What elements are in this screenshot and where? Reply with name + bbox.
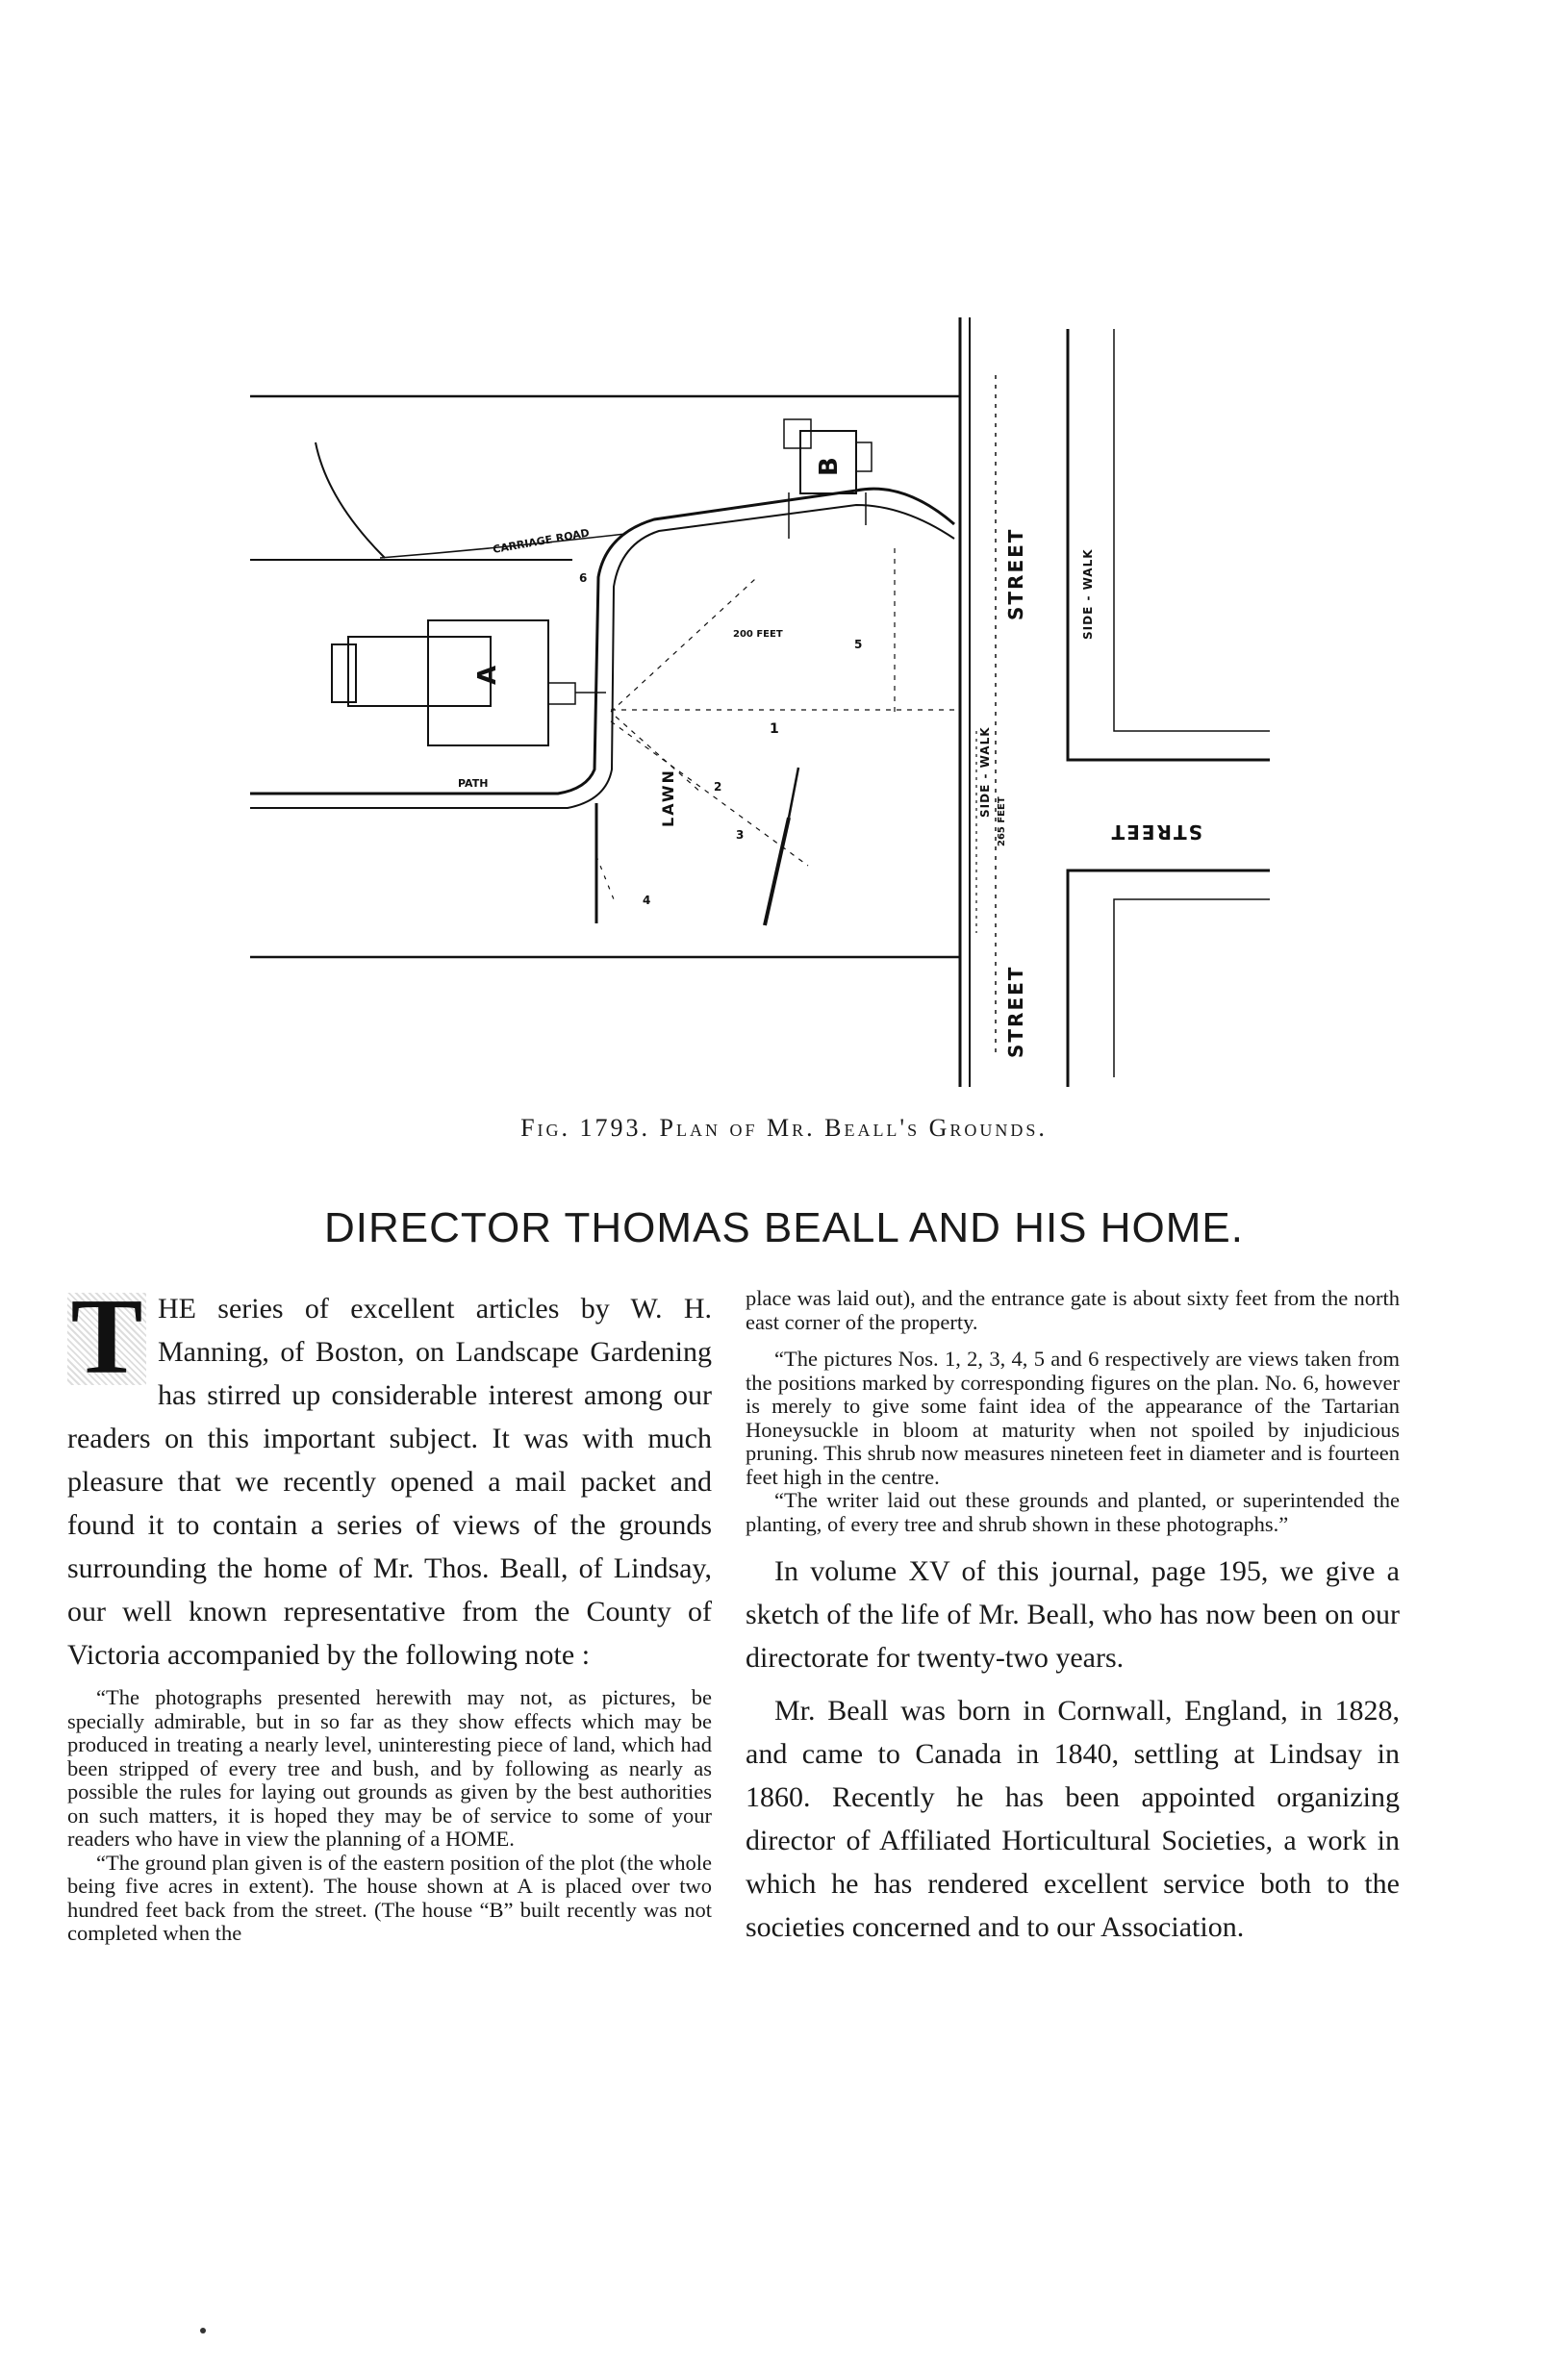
figure-caption: Fig. 1793. Plan of Mr. Beall's Grounds. [520,1114,1048,1142]
distance-265-label: 265 FEET [997,796,1007,846]
quote-paragraph-4: “The writer laid out these grounds and planted, or superintended the planting, of every tree and shrub shown in these photographs.” [746,1488,1400,1536]
curve-line [316,442,385,558]
house-a-building [348,637,491,706]
side-walk-label-right: SIDE - WALK [1081,548,1095,640]
view-marker-4: 4 [643,894,651,907]
view-marker-5: 5 [854,638,863,651]
street-corner-upper-inner [1114,329,1270,731]
house-b-label: B [815,457,844,476]
view-sight-line [611,721,808,866]
page-speck [200,2328,206,2333]
grounds-plan-figure [231,308,1270,1106]
intro-paragraph: HE series of excellent articles by W. H. Manning, of Boston, on Landscape Gardening has stirred up considerable interest among our readers on this important subject. It was with much pleasure that we recently opened a mail packet and found it to contain a series of views of the grounds surrounding the home of Mr. Thos. Beall, of Lindsay, our well known representative from the County of Victoria accompanied by the following note : [67,1293,712,1671]
street-label-cross: STREET [1109,820,1202,844]
street-label-main: STREET [1004,527,1027,620]
house-b-porch [856,442,872,471]
house-a-label: A [473,665,502,685]
house-b-wing [784,419,811,448]
view-sight-line [596,856,616,904]
street-corner-lower [1068,870,1270,1087]
street-corner-upper [1068,329,1270,760]
shrub-line [765,818,789,925]
left-column [67,1277,712,1946]
quote-paragraph-2-continued: place was laid out), and the entrance gate is about sixty feet from the north east corner of the property. [746,1286,1400,1334]
house-a-back [332,644,356,702]
shrub-line [789,768,798,818]
path-label: PATH [458,777,489,790]
right-column [746,1287,1400,1949]
street-label-bottom: STREET [1004,965,1027,1058]
house-a-porch [548,683,575,704]
view-sight-line [611,579,755,712]
side-walk-label-left: SIDE - WALK [978,726,992,818]
lawn-label: LAWN [659,769,677,827]
quote-paragraph-1: “The photographs presented herewith may not, as pictures, be specially admirable, but in so far as they show effects which may be produced in treating a nearly level, uninteresting piece of land, which had been stripped of every tree and bush, and by following as nearly as possible the rules for laying out grounds as given by the best authorities on such matters, it is hoped they may be of service to some of your readers who have in view the planning of a HOME. [67,1685,712,1851]
carriage-road-label: CARRIAGE ROAD [492,526,591,556]
street-corner-lower-inner [1114,899,1270,1077]
view-marker-6: 6 [579,571,588,585]
quote-paragraph-3: “The pictures Nos. 1, 2, 3, 4, 5 and 6 respectively are views taken from the positions marked by corresponding figures on the plan. No. 6, however is merely to give some faint idea of the appearance of the Tartarian Honeysuckle in bloom at maturity when not spoiled by injudicious pruning. This shrub now measures nineteen feet in diameter and is fourteen feet high in the centre. [746,1347,1400,1489]
body-paragraph-1: In volume XV of this journal, page 195, we give a sketch of the life of Mr. Beall, who has now been on our directorate for twenty-two years. [746,1555,1400,1674]
dropcap-letter: T [67,1293,146,1385]
carriage-road [250,489,954,794]
article-title: DIRECTOR THOMAS BEALL AND HIS HOME. [324,1204,1244,1251]
body-paragraph-2: Mr. Beall was born in Cornwall, England, in 1828, and came to Canada in 1840, settling at Lindsay in 1860. Recently he has been appointed organizing director of Affiliated Horticultural Societies, a work in which he has rendered excellent service both to the societies concerned and to our Association. [746,1695,1400,1943]
view-marker-2: 2 [714,780,722,794]
quote-paragraph-2: “The ground plan given is of the eastern position of the plot (the whole being five acres in extent). The house shown at A is placed over two hundred feet back from the street. (The house “B” built recently was not completed when the [67,1850,712,1945]
view-marker-1: 1 [770,721,779,737]
distance-200-label: 200 FEET [733,629,783,640]
view-marker-3: 3 [736,828,745,842]
